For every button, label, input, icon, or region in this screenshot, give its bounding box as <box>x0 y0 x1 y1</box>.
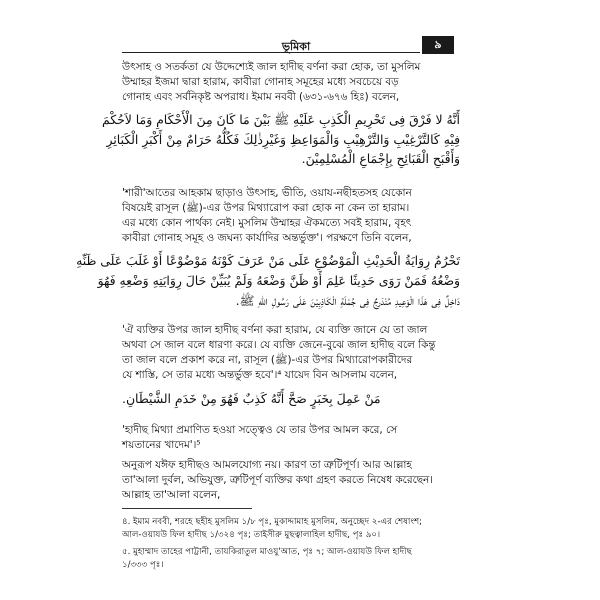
body-line: যে শাস্তি, সে তার মধ্যে অন্তর্ভুক্ত হবে'।⁴ যায়েদ বিন আসলাম বলেন, <box>122 369 398 381</box>
footnote-line: ৪. ইমাম নববী, শরহে ছহীহ মুসলিম ১/৮ পৃঃ, মুকাদ্দামাহ মুসলিম, অনুচ্ছেদ ২-এর শেষাংশ; <box>122 517 423 527</box>
body-line: 'ঐ ব্যক্তির উপর জাল হাদীছ বর্ণনা করা হারাম, যে ব্যক্তি জানে যে তা জাল <box>122 324 428 336</box>
body-line: শয়তানের খাদেম'।⁵ <box>122 439 201 451</box>
footnote-rule <box>122 508 252 509</box>
body-line: অনুরূপ যঈফ হাদীছও আমলযোগ্য নয়। কারণ তা ত্রুটিপূর্ণ। আর আল্লাহ <box>122 459 412 471</box>
footnote-line: ৫. মুহাম্মাদ তাহের পাট্টানী, তাযকিরাতুল মাওযু'আত, পৃঃ ৭; আল-ওয়াযউ ফিল হাদীছ <box>122 547 412 557</box>
arabic-line: تَحْرُمُ رِوَايَةُ الْحَدِيْثِ الْمَوْضُوْعِ عَلَى مَنْ عَرَفَ كَوْنَهُ مَوْضُوْعًا أَوْ غَلَبَ عَلَى ظَنِّهِ <box>76 253 460 268</box>
arabic-line: فِيْهِ كَالتَّرْغِيْبِ وَالتَّرْهِيْبِ وَالْمَوَاعِظِ وَغَيْرِذٰلِكَ فَكُلُّهُ حَرَامٌ مِنْ أَكْبَرِ الْكَبَائِرِ <box>106 132 460 147</box>
body-line: 'হাদীছ মিথ্যা প্রমাণিত হওয়া সত্ত্বেও যে তার উপর আমল করে, সে <box>122 424 398 436</box>
footnote-line: আল-ওয়াযউ ফিল হাদীছ ১/৩২৪ পৃঃ; তাইসীরু মুছত্বালাহিল হাদীছ, পৃঃ ৯০। <box>122 530 381 540</box>
body-line: তা'আলা দুর্বল, অভিযুক্ত, ত্রুটিপূর্ণ ব্যক্তির কথা গ্রহণ করতে নিষেধ করেছেন। <box>122 474 433 486</box>
arabic-line: أَنَّهُ لا فَرْقَ فِى تَحْرِيمِ الْكَذِبِ عَلَيْهِ ﷺ بَيْنَ مَا كَانَ مِنَ الْأَحْكَامِ وَمَا لاَحُكْمَ <box>102 112 460 127</box>
body-line: গোনাহ এবং সর্বনিকৃষ্ট অপরাধ। ইমাম নববী (৬৩১-৬৭৬ হিঃ) বলেন, <box>122 91 400 103</box>
body-line: 'শারী'আতের আহকাম ছাড়াও উৎসাহ, ভীতি, ওয়ায-নছীহতসহ যেকোন <box>122 187 412 199</box>
body-line: উম্মাহর ইজমা দ্বারা হারাম, কাবীরা গোনাহ সমূহের মধ্যে সবচেয়ে বড় <box>122 76 399 88</box>
body-line: তা জাল বলে প্রকাশ করে না, রাসূল (ﷺ)-এর উপর মিথ্যারোপকারীদের <box>122 354 413 366</box>
page-number-badge: ৯ <box>422 36 454 54</box>
body-line: উৎসাহ ও সতর্কতা যে উদ্দেশ্যেই জাল হাদীছ বর্ণনা করা হোক, তা মুসলিম <box>122 61 421 73</box>
arabic-line: دَاخِلٌ فِى هَذَا الْوَعِيدِ مُنْدَرِجٌ فِى جُمْلَةِ الْكَاذِبِيْنَ عَلَى رَسُولِ اللهِ ﷺ. <box>235 293 460 308</box>
footnote-line: ১/৩৩৩ পৃঃ। <box>122 560 164 570</box>
body-line: বিষয়েই রাসূল (ﷺ)-এর উপর মিথ্যারোপ করা হোক না কেন তা হারাম। <box>122 202 410 214</box>
body-line: এর মধ্যে কোন পার্থক্য নেই। মুসলিম উম্মাহর ঐকমত্যে সবই হারাম, বৃহৎ <box>122 217 412 229</box>
arabic-line: مَنْ عَمِلَ بِخَبَرٍ صَحَّ أَنَّهُ كَذِبٌ فَهُوَ مِنْ خَدَمِ الشَّيْطَانِ. <box>122 391 381 406</box>
body-line: অথবা সে জাল বলে ধারণা করে। যে ব্যক্তি জেনে-বুঝে জাল হাদীছ বলে কিন্তু <box>122 339 436 351</box>
arabic-line: وَضْعُهُ فَمَنْ رَوَى حَدِيثًا عَلِمَ أَوْ ظَنَّ وَضْعَهُ وَلَمْ يُبَيِّنْ حَالَ رِوَايَتِهِ وَضْعِهِ فَهُوَ <box>97 273 460 288</box>
running-header-title: ভূমিকা <box>281 40 311 53</box>
arabic-line: وَأَقْبَحِ الْقَبَائِحِ بِإِجْمَاعِ الْمُسْلِمِيْنَ. <box>301 151 460 166</box>
body-line: কাবীরা গোনাহ সমূহ ও জঘন্য কার্যাদির অন্তর্ভুক্ত'। পরক্ষণে তিনি বলেন, <box>122 232 412 244</box>
body-line: আল্লাহ তা'আলা বলেন, <box>122 489 221 501</box>
header-rule <box>122 52 420 53</box>
